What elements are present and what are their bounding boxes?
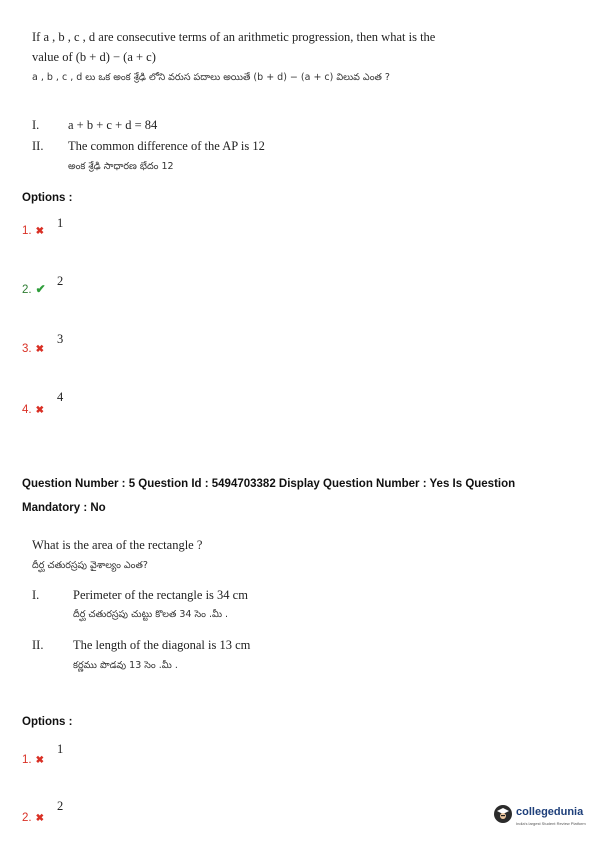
q5-statement-1-text: Perimeter of the rectangle is 34 cm (73, 588, 248, 602)
q5-statement-1-num: I. (32, 588, 40, 602)
logo-tagline: India's largest Student Review Platform (516, 821, 586, 826)
option-number: 1. (22, 225, 32, 237)
collegedunia-logo (494, 802, 586, 826)
cross-icon: ✖ (35, 813, 44, 824)
q5-header-line2: Mandatory : No (22, 502, 106, 514)
q4-option-1-value: 1 (57, 216, 64, 230)
q5-statement-2-num: II. (32, 638, 44, 652)
option-number: 2. (22, 284, 32, 296)
option-number: 3. (22, 343, 32, 355)
q5-statement-2-telugu: కర్ణము పొడవు 13 సెం .మీ . (73, 660, 178, 671)
q5-option-1-value: 1 (57, 742, 64, 756)
q5-statement-1-telugu: దీర్ఘ చతురస్రపు చుట్టు కొలత 34 సెం .మీ . (73, 609, 229, 620)
q5-options-label: Options : (22, 716, 73, 728)
q5-option-2-value: 2 (57, 799, 64, 813)
q5-header-line1: Question Number : 5 Question Id : 5494703382 Display Question Number : Yes Is Question (22, 478, 516, 490)
q5-option-2 (22, 808, 44, 826)
q4-statement-1-text: a + b + c + d = 84 (68, 118, 158, 132)
cross-icon: ✖ (35, 226, 44, 237)
q4-option-3 (22, 339, 44, 357)
cross-icon: ✖ (35, 344, 44, 355)
q4-text-line1: If a , b , c , d are consecutive terms of an arithmetic progression, then what is the (32, 30, 436, 44)
cross-icon: ✖ (35, 755, 44, 766)
graduate-avatar-icon (494, 805, 512, 823)
q4-statement-2-num: II. (32, 139, 44, 153)
q4-telugu-text: a , b , c , d లు ఒక అంక శ్రేఢి లోని వరుస పదాలు అయితే (b + d) − (a + c) విలువ ఎంత ? (32, 72, 390, 83)
option-number: 1. (22, 754, 32, 766)
q4-statement-1-num: I. (32, 118, 40, 132)
q5-statement-2-text: The length of the diagonal is 13 cm (73, 638, 251, 652)
logo-name: collegedunia (516, 806, 584, 818)
q4-statement-2-telugu: అంక శ్రేఢి సాధారణ భేదం 12 (68, 161, 174, 172)
q4-statement-2-text: The common difference of the AP is 12 (68, 139, 265, 153)
q4-option-2 (22, 280, 46, 298)
option-number: 4. (22, 404, 32, 416)
cross-icon: ✖ (35, 405, 44, 416)
q4-text-line2: value of (b + d) − (a + c) (32, 50, 156, 64)
q4-option-2-value: 2 (57, 274, 64, 288)
q5-option-1 (22, 750, 44, 768)
q4-option-4 (22, 400, 44, 418)
q4-option-1 (22, 221, 44, 239)
q5-question-telugu: దీర్ఘ చతురస్రపు వైశాల్యం ఎంత? (32, 560, 148, 571)
q4-option-4-value: 4 (57, 390, 64, 404)
option-number: 2. (22, 812, 32, 824)
q4-options-label: Options : (22, 192, 73, 204)
q5-question-text: What is the area of the rectangle ? (32, 538, 203, 552)
q4-option-3-value: 3 (57, 332, 64, 346)
check-icon: ✔ (35, 282, 46, 296)
